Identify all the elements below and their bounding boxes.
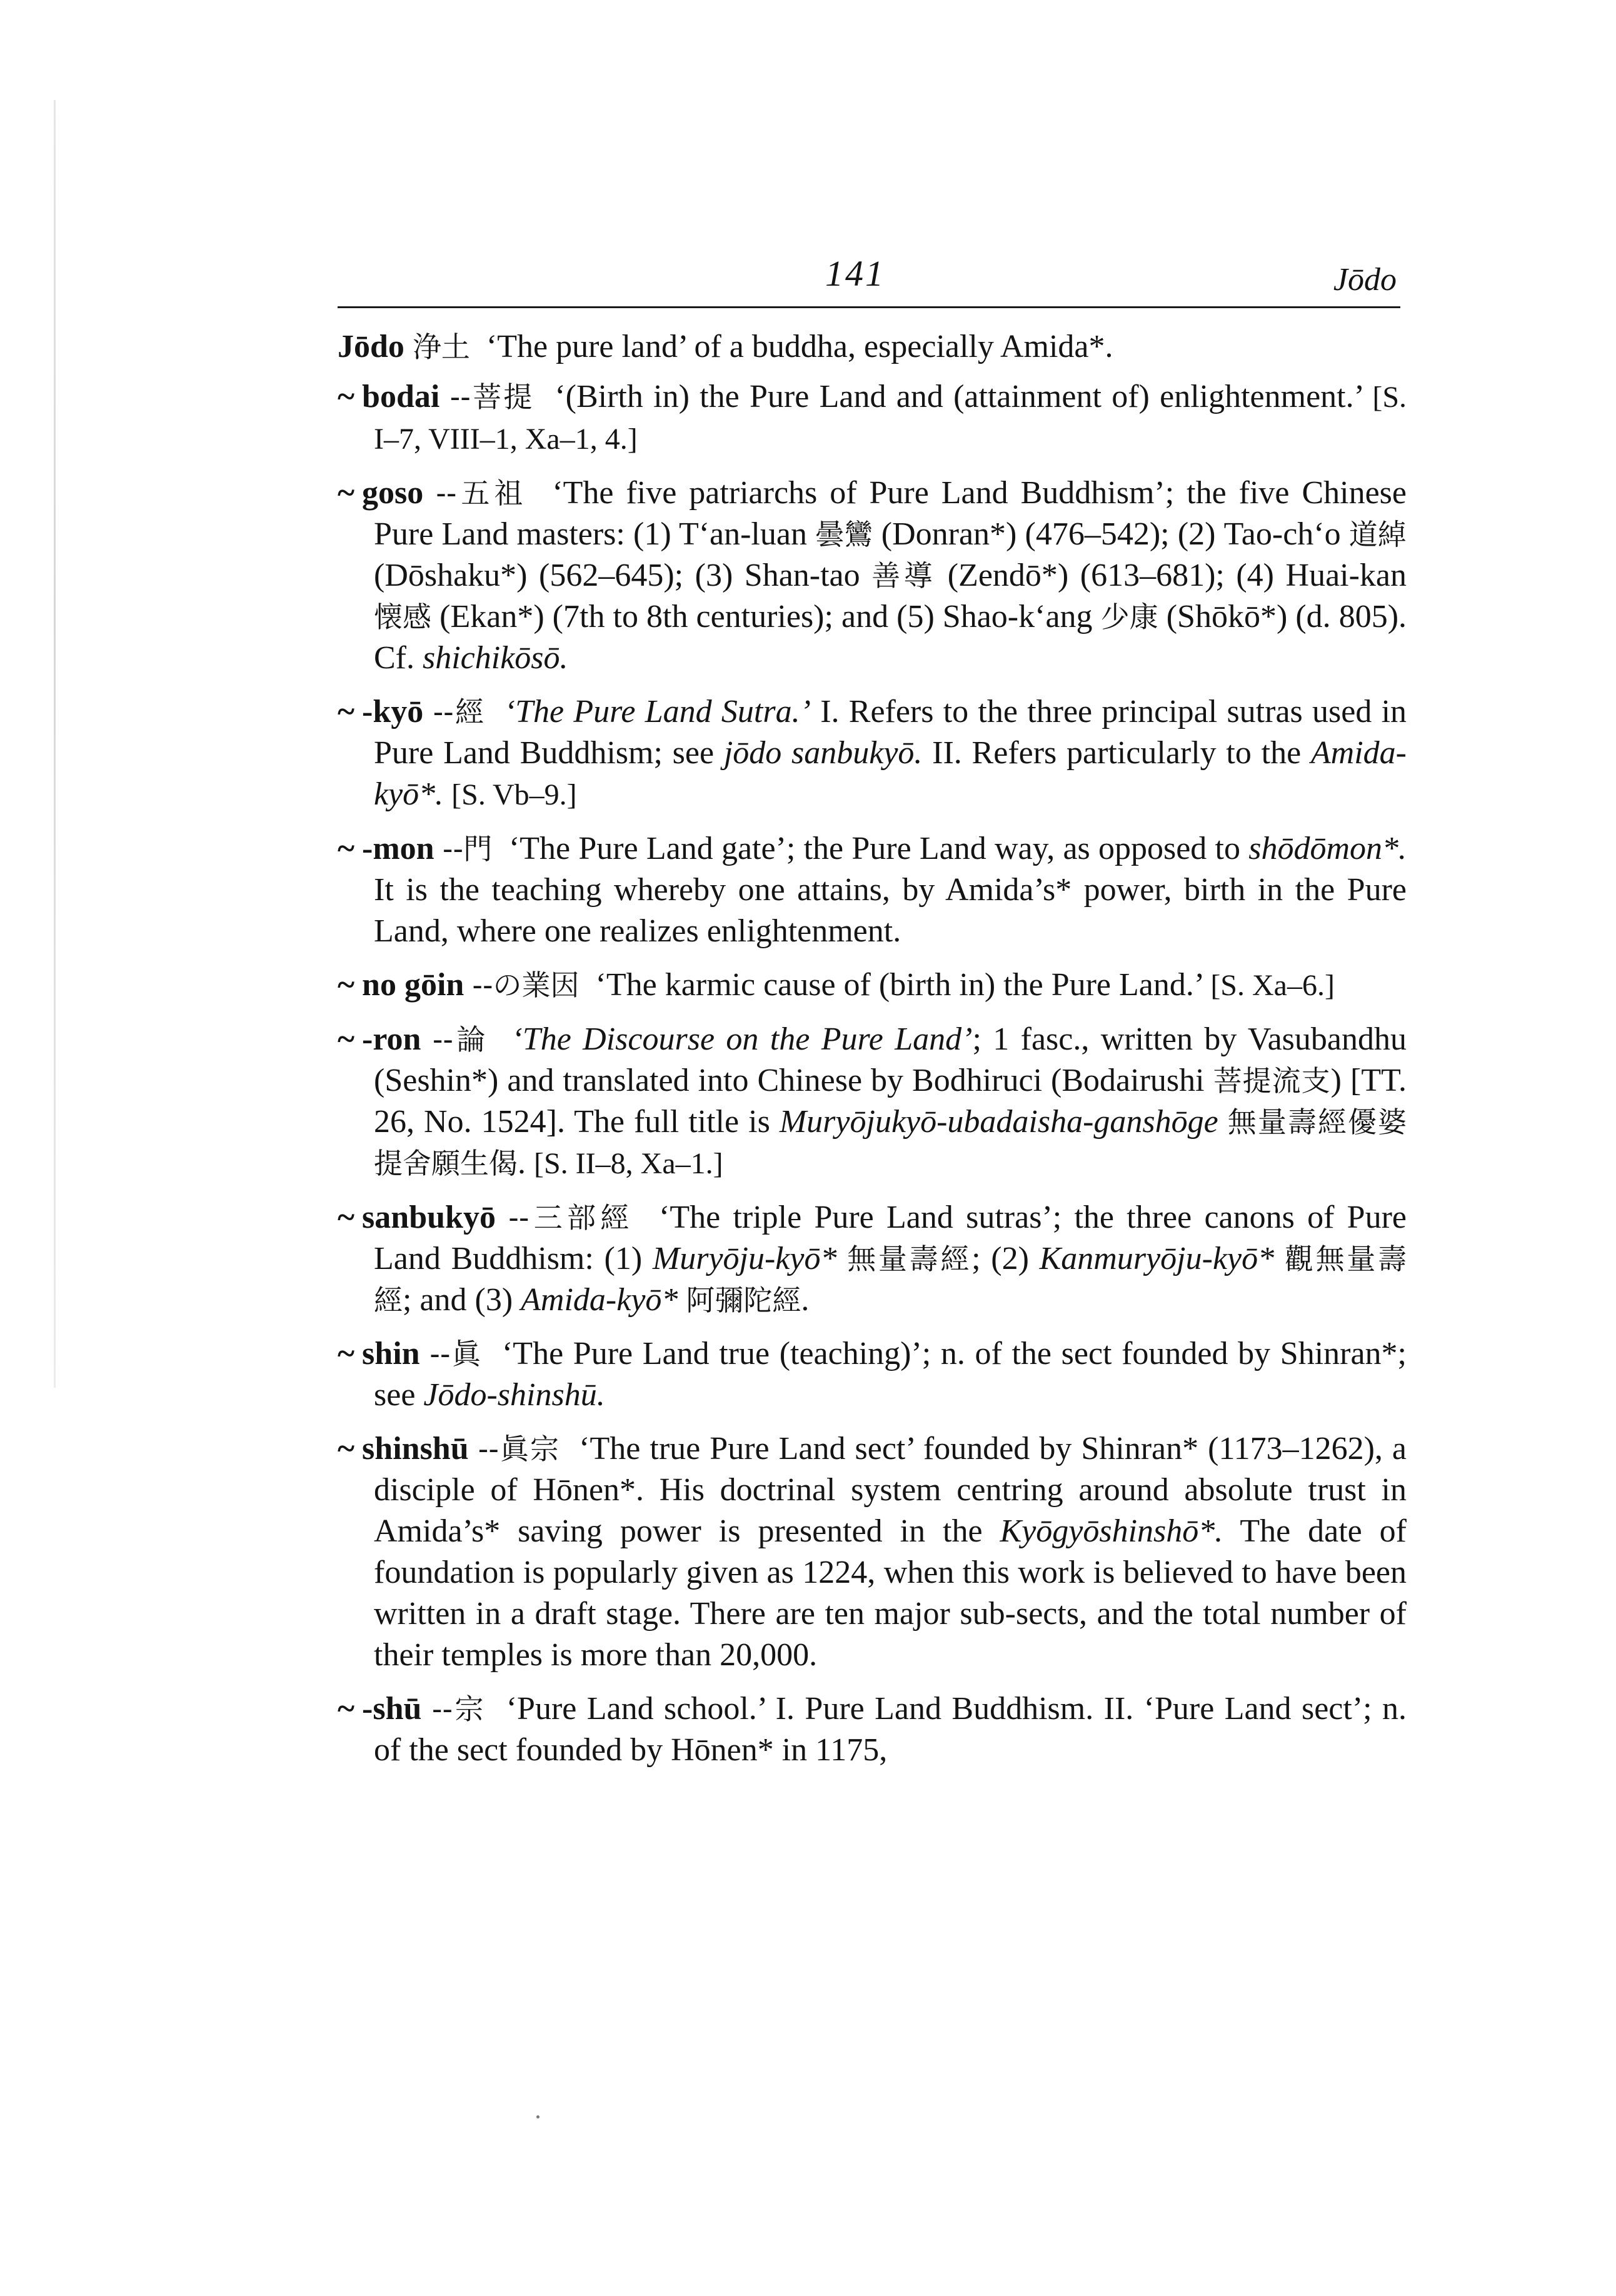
entry-kanji: --論 — [432, 1023, 489, 1056]
entry-term: -ron — [362, 1021, 421, 1057]
entry-term: bodai — [362, 379, 440, 414]
entry-text: (Ekan*) (7th to 8th centuries); and (5) Shao-k‘ang — [431, 599, 1101, 634]
kanji-muryoju-kyo: 無量壽經 — [847, 1242, 972, 1276]
headword-entry — [338, 326, 1407, 368]
kanji-bodairushi: 菩提流支 — [1213, 1064, 1331, 1098]
source-reference: [S. Vb–9.] — [451, 778, 577, 811]
entry-goso — [338, 473, 1407, 679]
entry-text: (Dōshaku*) (562–645); (3) Shan-tao — [374, 558, 872, 593]
source-reference: [S. II–8, Xa–1.] — [534, 1147, 723, 1180]
entry-title: ‘The Pure Land Sutra.’ — [504, 694, 811, 729]
entry-text: I. Refers to the three principal sutras used in Pure Land Buddhism; see — [374, 694, 1407, 771]
cross-reference: shōdōmon*. — [1248, 831, 1407, 866]
entry-title: ‘The Discourse on the Pure Land’ — [511, 1021, 973, 1057]
tilde-marker: ~ — [338, 967, 355, 1003]
page-header — [338, 249, 1400, 305]
entry-kanji: --眞宗 — [478, 1432, 561, 1466]
page-number: 141 — [825, 253, 885, 294]
entry-kanji: --眞 — [429, 1337, 483, 1371]
kanji-amida-kyo: 阿彌陀經 — [686, 1283, 801, 1317]
entry-kanji: --五祖 — [436, 476, 528, 510]
entry-text: ‘Pure Land school.’ I. Pure Land Buddhism. II. ‘Pure Land sect’; n. of the sect founded by Hōnen* in 1175, — [374, 1691, 1407, 1768]
print-speck — [536, 2115, 540, 2118]
entry-kyo — [338, 691, 1407, 816]
tilde-marker: ~ — [338, 379, 355, 414]
entry-text: (Donran*) (476–542); (2) Tao-ch‘o — [873, 516, 1349, 552]
source-reference: [S. Xa–6.] — [1210, 969, 1335, 1002]
source-reference: [S. I–7, VIII–1, Xa–1, 4.] — [374, 381, 1407, 456]
entry-text: ‘The true Pure Land sect’ founded by Shinran* (1173–1262), a disciple of Hōnen*. His doctrinal system centring around absolute trust in Amida’s* saving power is presented in the — [374, 1431, 1407, 1549]
tilde-marker: ~ — [338, 831, 355, 866]
entry-shu — [338, 1688, 1407, 1771]
entry-sanbukyo — [338, 1197, 1407, 1321]
kanji-taocho: 道綽 — [1348, 518, 1407, 551]
entry-text: ‘The Pure Land gate’; the Pure Land way, as opposed to — [508, 831, 1249, 866]
running-head: Jōdo — [1333, 262, 1397, 298]
entry-term: shinshū — [362, 1431, 469, 1466]
tilde-marker: ~ — [338, 694, 355, 729]
entry-text: ‘The Pure Land true (teaching)’; n. of the sect founded by Shinran*; see — [374, 1336, 1407, 1413]
entry-kanji: --門 — [442, 832, 493, 866]
entry-text: ‘(Birth in) the Pure Land and (attainment of) enlightenment.’ — [555, 379, 1363, 414]
entry-term: goso — [362, 475, 424, 511]
cross-reference: jōdo sanbukyō. — [723, 735, 923, 771]
entry-kanji: --の業因 — [472, 968, 580, 1002]
entry-shin — [338, 1333, 1407, 1416]
entry-text: ) [TT. 26, No. 1524]. The full title is — [374, 1063, 1407, 1140]
headword-definition: ‘The pure land’ of a buddha, especially Amida*. — [486, 329, 1113, 364]
entry-term: -shū — [362, 1691, 422, 1727]
entry-text: (Shōkō*) (d. 805). Cf. — [374, 599, 1407, 676]
headword-kanji: 浄土 — [412, 330, 470, 364]
scan-edge-shadow — [54, 100, 56, 1388]
entry-text: The date of foundation is popularly given as 1224, when this work is believed to have been written in a draft stage. There are ten major sub-sects, and the total number of their temples is more than 20,000. — [374, 1513, 1407, 1673]
tilde-marker: ~ — [338, 475, 355, 511]
cross-reference: Kyōgyōshinshō*. — [1000, 1513, 1223, 1549]
entry-list — [338, 326, 1407, 1783]
kanji-full-title: 無量壽經優婆提舍願生偈 — [374, 1105, 1407, 1180]
entry-text: It is the teaching whereby one attains, by Amida’s* power, birth in the Pure Land, where one realizes enlightenment. — [374, 872, 1407, 949]
entry-text: . — [518, 1145, 526, 1181]
entry-mon — [338, 828, 1407, 952]
entry-text: II. Refers particularly to the — [922, 735, 1311, 771]
kanji-tanluan: 曇鸞 — [815, 518, 873, 551]
entry-term: no gōin — [362, 967, 464, 1003]
cross-reference: Amida-kyō*. — [374, 735, 1407, 812]
entry-text: (Zendō*) (613–681); (4) Huai-kan — [936, 558, 1407, 593]
header-rule — [338, 306, 1400, 308]
entry-term: shin — [362, 1336, 420, 1371]
cross-reference: Amida-kyō* — [521, 1282, 678, 1318]
kanji-huaikan: 懐感 — [374, 600, 432, 634]
entry-term: -kyō — [362, 694, 424, 729]
tilde-marker: ~ — [338, 1200, 355, 1235]
kanji-shaokang: 少康 — [1100, 600, 1158, 634]
entry-text: ‘The triple Pure Land sutras’; the three canons of Pure Land Buddhism: (1) — [374, 1200, 1407, 1276]
kanji-shantao: 善導 — [871, 559, 936, 593]
entry-text: ; 1 fasc., written by Vasubandhu (Seshin*) and translated into Chinese by Bodhiruci (Bodairushi — [374, 1021, 1407, 1098]
cross-reference: Kanmuryōju-kyō* — [1039, 1241, 1275, 1276]
entry-term: sanbukyō — [362, 1200, 496, 1235]
entry-kanji: --經 — [433, 695, 486, 729]
cross-reference: shichikōsō. — [423, 640, 568, 676]
entry-text: ‘The karmic cause of (birth in) the Pure Land.’ — [595, 967, 1203, 1003]
entry-kanji: --三部經 — [508, 1201, 634, 1235]
entry-shinshu — [338, 1428, 1407, 1676]
entry-text: ; (2) — [971, 1241, 1040, 1276]
entry-kanji: --菩提 — [449, 380, 534, 414]
entry-text: ‘The five patriarchs of Pure Land Buddhism’; the five Chinese Pure Land masters: (1) T‘an-luan — [374, 475, 1407, 552]
entry-ron — [338, 1019, 1407, 1185]
tilde-marker: ~ — [338, 1691, 355, 1727]
entry-bodai — [338, 376, 1407, 460]
entry-text: ; and (3) — [403, 1282, 521, 1318]
tilde-marker: ~ — [338, 1431, 355, 1466]
full-title: Muryōjukyō-ubadaisha-ganshōge — [779, 1104, 1218, 1140]
entry-text: . — [801, 1282, 810, 1318]
tilde-marker: ~ — [338, 1021, 355, 1057]
cross-reference: Muryōju-kyō* — [652, 1241, 837, 1276]
cross-reference: Jōdo-shinshū. — [423, 1377, 605, 1413]
headword-term: Jōdo — [338, 329, 404, 364]
kanji-kanmuryoju-kyo: 觀無量壽經 — [374, 1242, 1407, 1317]
entry-goin — [338, 965, 1407, 1006]
entry-kanji: --宗 — [431, 1692, 486, 1726]
entry-term: -mon — [362, 831, 434, 866]
tilde-marker: ~ — [338, 1336, 355, 1371]
